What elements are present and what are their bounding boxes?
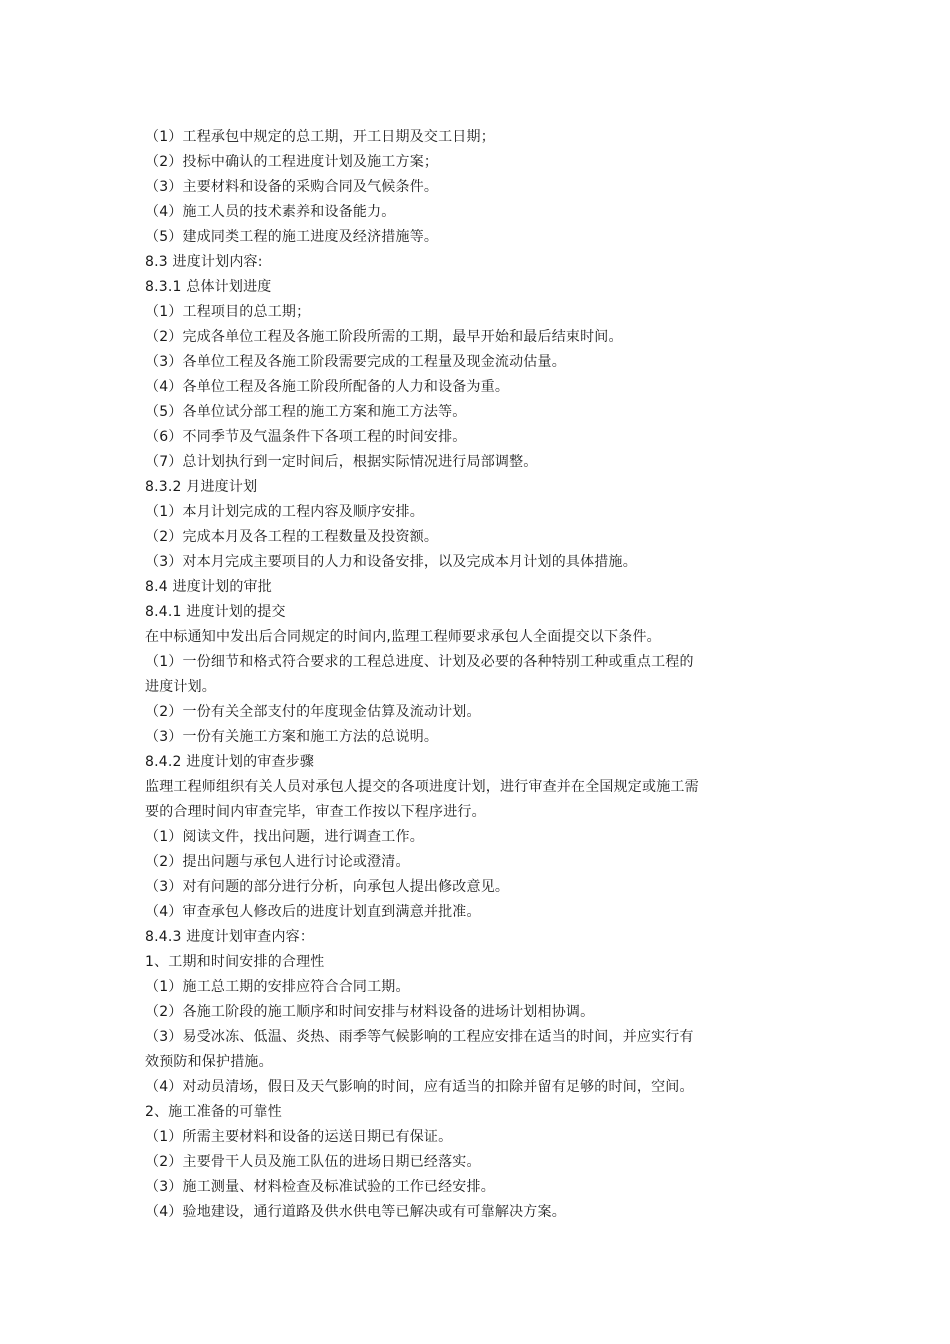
list-item: （2）完成本月及各工程的工程数量及投资额。 xyxy=(145,529,439,545)
list-item: （1）工程承包中规定的总工期，开工日期及交工日期； xyxy=(145,129,495,145)
list-item: （3）对本月完成主要项目的人力和设备安排，以及完成本月计划的具体措施。 xyxy=(145,554,637,570)
section-heading: 8.4 进度计划的审批 xyxy=(145,579,272,595)
list-item-line: （3）易受冰冻、低温、炎热、雨季等气候影响的工程应安排在适当的时间，并应实行有 xyxy=(145,1029,694,1045)
list-item: （6）不同季节及气温条件下各项工程的时间安排。 xyxy=(145,429,467,445)
subsection-heading: 8.3.1 总体计划进度 xyxy=(145,279,272,295)
list-item: （1）阅读文件，找出问题，进行调查工作。 xyxy=(145,829,424,845)
list-item: （1）本月计划完成的工程内容及顺序安排。 xyxy=(145,504,424,520)
list-item: （2）主要骨干人员及施工队伍的进场日期已经落实。 xyxy=(145,1154,481,1170)
list-item: （2）投标中确认的工程进度计划及施工方案； xyxy=(145,154,439,170)
list-item: （5）建成同类工程的施工进度及经济措施等。 xyxy=(145,229,439,245)
list-item: （3）一份有关施工方案和施工方法的总说明。 xyxy=(145,729,439,745)
list-item xyxy=(145,650,810,700)
list-item: （4）审查承包人修改后的进度计划直到满意并批准。 xyxy=(145,904,481,920)
document-page xyxy=(145,125,810,1225)
paragraph-line: 要的合理时间内审查完毕，审查工作按以下程序进行。 xyxy=(145,804,486,820)
body-paragraph xyxy=(145,775,810,825)
list-item: （1）工程项目的总工期； xyxy=(145,304,311,320)
subsection-heading: 8.4.2 进度计划的审查步骤 xyxy=(145,754,315,770)
subsection-heading: 8.3.2 月进度计划 xyxy=(145,479,258,495)
list-item: （3）施工测量、材料检查及标准试验的工作已经安排。 xyxy=(145,1179,495,1195)
list-item: （1）施工总工期的安排应符合合同工期。 xyxy=(145,979,410,995)
list-item: （2）提出问题与承包人进行讨论或澄清。 xyxy=(145,854,410,870)
list-item: （3）各单位工程及各施工阶段需要完成的工程量及现金流动估量。 xyxy=(145,354,566,370)
list-item: （2）各施工阶段的施工顺序和时间安排与材料设备的进场计划相协调。 xyxy=(145,1004,595,1020)
topic-heading: 1、工期和时间安排的合理性 xyxy=(145,954,325,970)
list-item: （2）一份有关全部支付的年度现金估算及流动计划。 xyxy=(145,704,481,720)
list-item-line: （1）一份细节和格式符合要求的工程总进度、计划及必要的各种特别工种或重点工程的 xyxy=(145,654,694,670)
list-item: （4）施工人员的技术素养和设备能力。 xyxy=(145,204,396,220)
list-item: （4）各单位工程及各施工阶段所配备的人力和设备为重。 xyxy=(145,379,510,395)
section-heading: 8.3 进度计划内容: xyxy=(145,254,263,270)
list-item: （4）验地建设，通行道路及供水供电等已解决或有可靠解决方案。 xyxy=(145,1204,566,1220)
list-item: （5）各单位试分部工程的施工方案和施工方法等。 xyxy=(145,404,467,420)
body-paragraph: 在中标通知中发出后合同规定的时间内,监理工程师要求承包人全面提交以下条件。 xyxy=(145,629,661,645)
paragraph-line: 监理工程师组织有关人员对承包人提交的各项进度计划，进行审查并在全国规定或施工需 xyxy=(145,779,699,795)
list-item: （2）完成各单位工程及各施工阶段所需的工期，最早开始和最后结束时间。 xyxy=(145,329,623,345)
list-item: （4）对动员清场，假日及天气影响的时间，应有适当的扣除并留有足够的时间，空间。 xyxy=(145,1079,694,1095)
list-item: （3）主要材料和设备的采购合同及气候条件。 xyxy=(145,179,439,195)
subsection-heading: 8.4.3 进度计划审查内容： xyxy=(145,929,315,945)
list-item-line: 效预防和保护措施。 xyxy=(145,1054,273,1070)
subsection-heading: 8.4.1 进度计划的提交 xyxy=(145,604,286,620)
list-item: （1）所需主要材料和设备的运送日期已有保证。 xyxy=(145,1129,453,1145)
list-item xyxy=(145,1025,810,1075)
topic-heading: 2、施工准备的可靠性 xyxy=(145,1104,282,1120)
list-item-line: 进度计划。 xyxy=(145,679,216,695)
list-item: （3）对有问题的部分进行分析，向承包人提出修改意见。 xyxy=(145,879,510,895)
list-item: （7）总计划执行到一定时间后，根据实际情况进行局部调整。 xyxy=(145,454,538,470)
